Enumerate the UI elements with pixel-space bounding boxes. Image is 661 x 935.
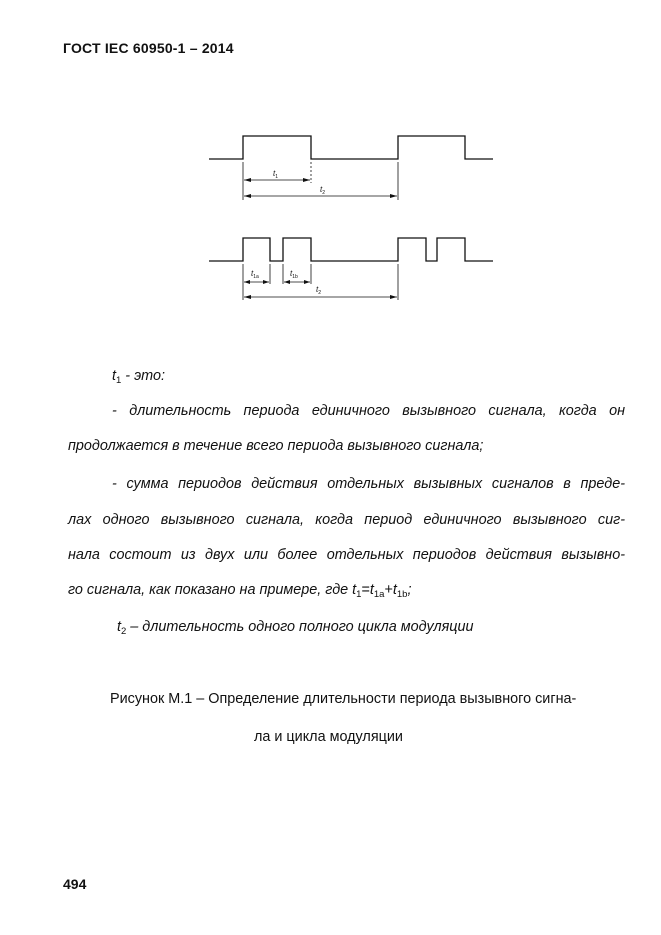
- arrow: [244, 194, 251, 198]
- bottom-t2-label: $t_2$: [316, 285, 322, 296]
- arrow: [244, 178, 251, 182]
- page-number: 494: [63, 876, 87, 892]
- item1-line1: - длительность периода единичного вызывного сигнала, когда он: [112, 403, 625, 419]
- t1-definition-heading: $t_1$ - это:: [112, 368, 165, 386]
- arrow: [303, 178, 310, 182]
- item2-line3: нала состоит из двух или более отдельных периодов действия вызывно-: [68, 547, 625, 563]
- item2-line2: лах одного вызывного сигнала, когда период единичного вызывного сиг-: [68, 512, 625, 528]
- bottom-t1b-label: $t_{1b}$: [290, 269, 298, 280]
- top-t2-label: $t_2$: [320, 185, 326, 196]
- item1-line2: продолжается в течение всего периода вызывного сигнала;: [68, 438, 484, 454]
- bottom-t1a-label: $t_{1a}$: [251, 269, 259, 280]
- figure-caption-line2: ла и цикла модуляции: [254, 729, 403, 745]
- figure-caption-line1: Рисунок М.1 – Определение длительности периода вызывного сигна-: [110, 691, 577, 707]
- arrow: [390, 194, 397, 198]
- item2-line4: го сигнала, как показано на примере, где $t_1=t_{1a}+t_{1b}$;: [68, 582, 412, 600]
- t2-definition: $t_2$ – длительность одного полного цикла модуляции: [117, 619, 474, 637]
- top-t1-label: $t_1$: [273, 169, 279, 180]
- item2-line1: - сумма периодов действия отдельных вызывных сигналов в преде-: [112, 476, 625, 492]
- bottom-waveform: [209, 238, 493, 261]
- top-waveform: [209, 136, 493, 159]
- document-header: ГОСТ IEC 60950-1 – 2014: [63, 40, 234, 56]
